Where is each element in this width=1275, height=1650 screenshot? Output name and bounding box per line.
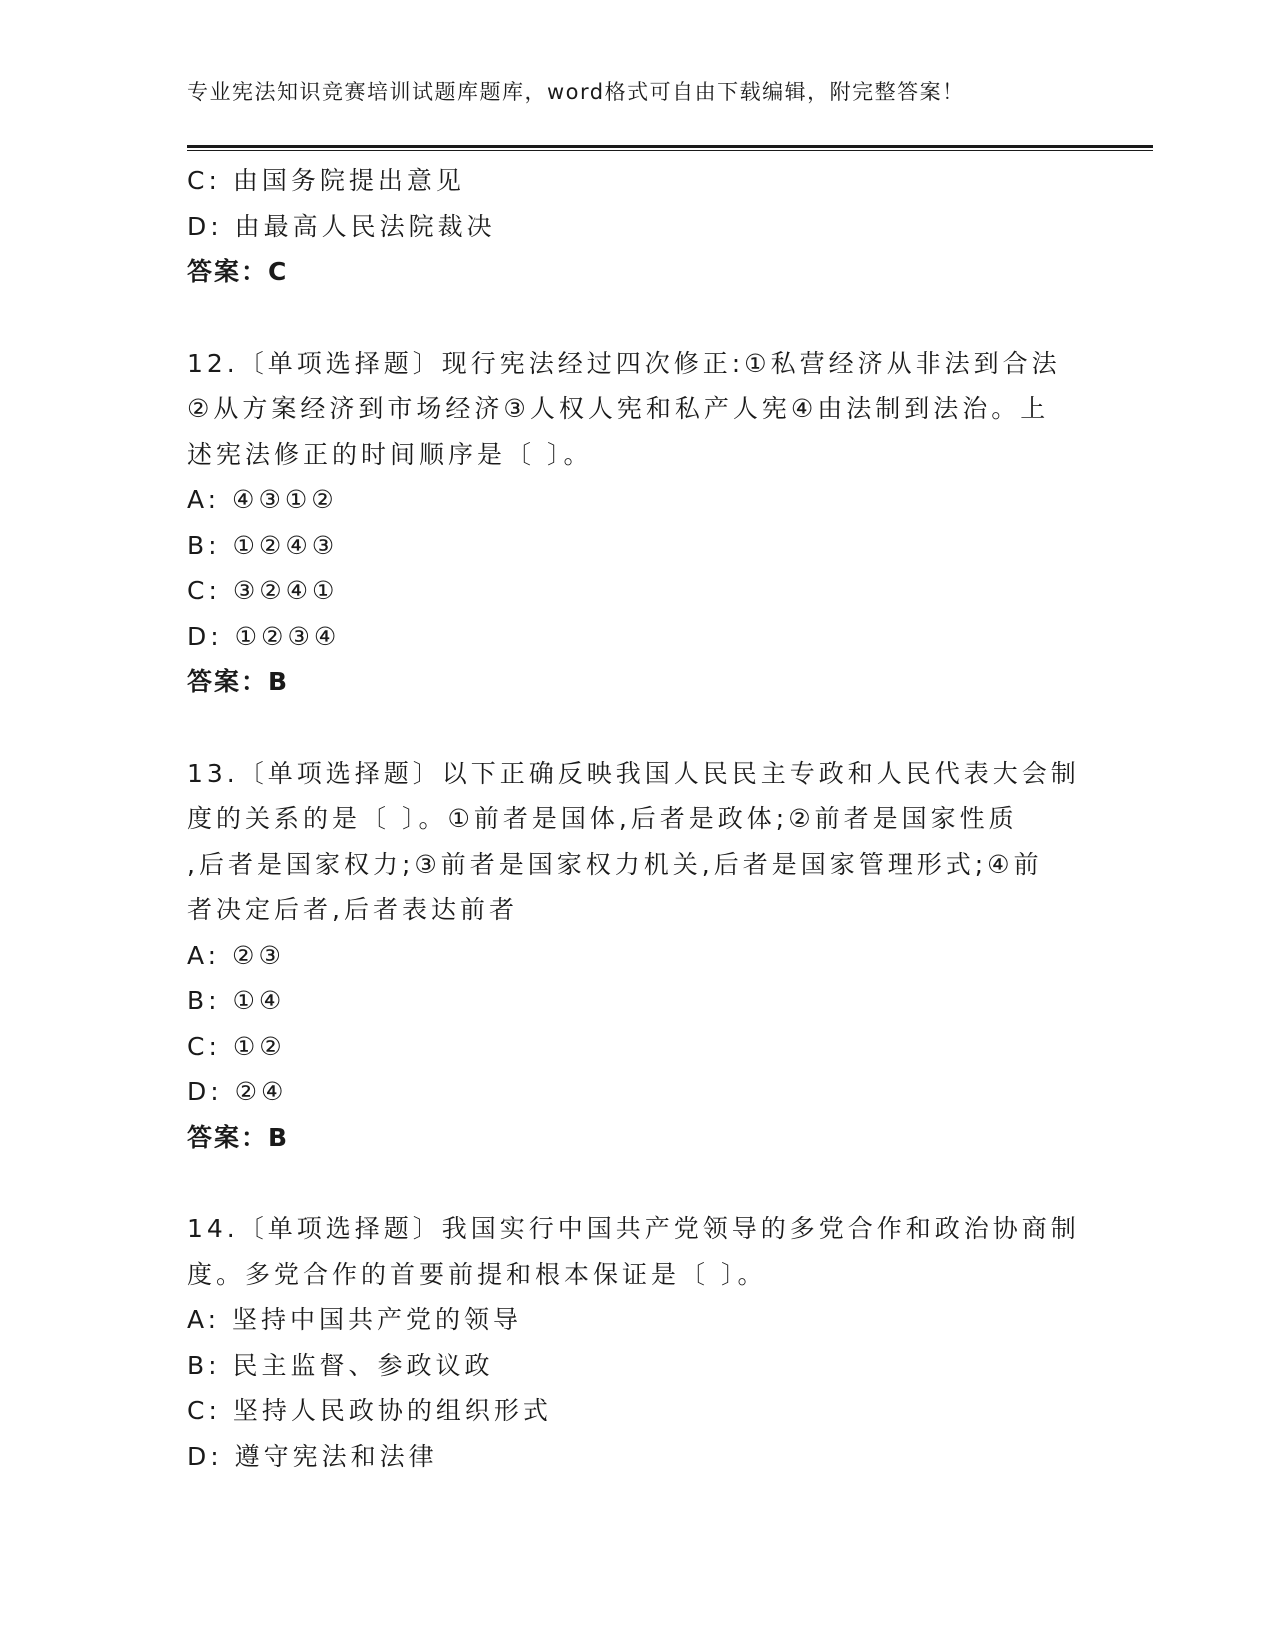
question-13 <box>187 751 1080 1161</box>
option-a: A: 坚持中国共产党的领导 <box>187 1305 523 1334</box>
question-stem-line: 度的关系的是〔 〕。①前者是国体,后者是政体;②前者是国家性质 <box>187 804 1018 833</box>
option-c: C: 由国务院提出意见 <box>187 166 465 195</box>
question-content <box>187 158 1080 1479</box>
option-d: D: ①②③④ <box>187 621 341 651</box>
question-stem-line: 度。多党合作的首要前提和根本保证是〔 〕。 <box>187 1259 767 1289</box>
question-stem-line: 13.〔单项选择题〕以下正确反映我国人民民主专政和人民代表大会制 <box>187 758 1080 788</box>
option-b: B: ①④ <box>187 986 286 1015</box>
option-c: C: ①② <box>187 1031 286 1061</box>
answer: 答案：C <box>187 257 289 286</box>
answer: 答案：B <box>187 1122 290 1152</box>
question-stem-line: 14.〔单项选择题〕我国实行中国共产党领导的多党合作和政治协商制 <box>187 1214 1080 1243</box>
option-a: A: ②③ <box>187 940 285 970</box>
page-header: 专业宪法知识竞赛培训试题库题库，word格式可自由下载编辑，附完整答案！ <box>187 80 965 104</box>
question-14 <box>187 1206 1080 1479</box>
option-d: D: 遵守宪法和法律 <box>187 1441 438 1471</box>
question-stem-line: 12.〔单项选择题〕现行宪法经过四次修正:①私营经济从非法到合法 <box>187 348 1061 378</box>
option-c: C: ③②④① <box>187 576 339 605</box>
question-12 <box>187 341 1067 705</box>
option-b: B: 民主监督、参政议政 <box>187 1350 494 1380</box>
header-divider-thin <box>187 150 1153 151</box>
answer: 答案：B <box>187 667 290 696</box>
option-d: D: 由最高人民法院裁决 <box>187 211 496 241</box>
question-stem-line: 述宪法修正的时间顺序是〔 〕。 <box>187 439 593 469</box>
question-stem-line: ,后者是国家权力;③前者是国家权力机关,后者是国家管理形式;④前 <box>187 849 1043 879</box>
question-stem-line: 者决定后者,后者表达前者 <box>187 895 518 924</box>
option-d: D: ②④ <box>187 1077 288 1106</box>
question-stem-line: ②从方案经济到市场经济③人权人宪和私产人宪④由法制到法治。上 <box>187 394 1050 423</box>
option-c: C: 坚持人民政协的组织形式 <box>187 1396 552 1425</box>
option-a: A: ④③①② <box>187 485 338 514</box>
option-b: B: ①②④③ <box>187 530 339 560</box>
prev-question <box>187 158 1067 295</box>
header-divider-thick <box>187 145 1153 148</box>
